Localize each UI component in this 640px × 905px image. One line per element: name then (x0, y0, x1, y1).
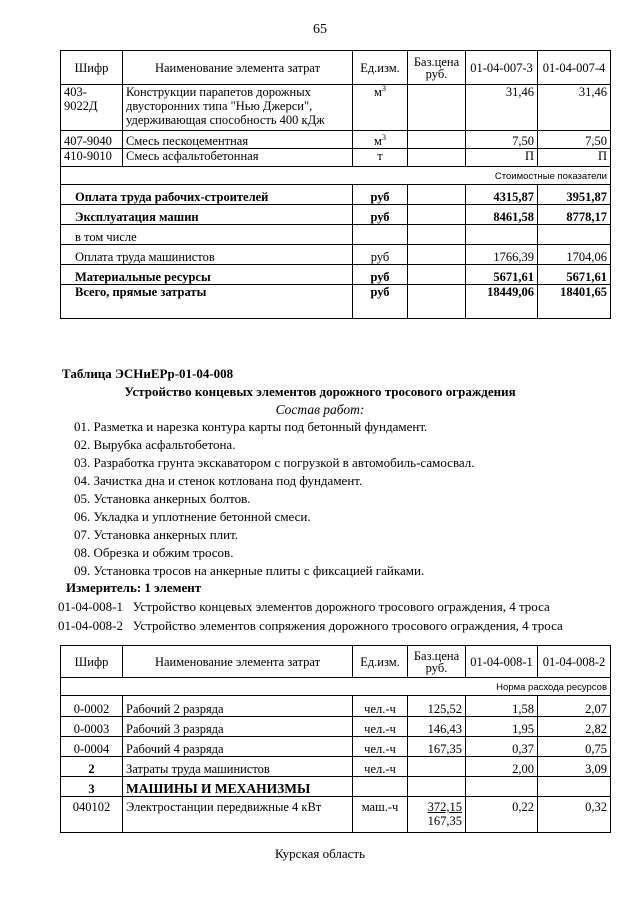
table-row (61, 85, 611, 131)
row-code: 040102 (61, 797, 123, 833)
section-title: Таблица ЭСНиЕРр-01-04-008 (62, 366, 234, 381)
row-price (408, 777, 466, 797)
row-code: 2 (61, 757, 123, 777)
table-header-row (61, 51, 611, 85)
summary-row (61, 225, 611, 245)
summary-row (61, 205, 611, 225)
row-price (408, 131, 466, 149)
header-price: Баз.цена руб. (408, 51, 466, 85)
price-top: 372,15 (427, 800, 462, 814)
row-unit: $м^3$ (353, 131, 408, 149)
row-unit: чел.-ч (353, 737, 408, 757)
summary-value-2: 3951,87 (538, 185, 611, 205)
row-code: 3 (61, 777, 123, 797)
row-value-1: 1,58 (466, 696, 538, 717)
summary-row (61, 265, 611, 285)
row-name: Смесь асфальтобетонная (123, 149, 353, 167)
row-value-1: 0,37 (466, 737, 538, 757)
resource-table-008 (60, 645, 611, 833)
header-col2: 01-04-008-2 (538, 646, 611, 678)
summary-value-2: 18401,65 (538, 285, 611, 319)
header-price: Баз.цена руб. (408, 646, 466, 678)
cost-indicators-row (61, 167, 611, 185)
table-row (61, 797, 611, 833)
header-code: Шифр (61, 646, 123, 678)
table-row (61, 737, 611, 757)
header-col1: 01-04-008-1 (466, 646, 538, 678)
row-value-2: 3,09 (538, 757, 611, 777)
page-number: 65 (313, 22, 327, 37)
row-name: Затраты труда машинистов (123, 757, 353, 777)
header-col1: 01-04-007-3 (466, 51, 538, 85)
summary-value-1: 18449,06 (466, 285, 538, 319)
work-step: 03. Разработка грунта экскаватором с погрузкой в автомобиль-самосвал. (74, 455, 475, 470)
row-value-2: 2,07 (538, 696, 611, 717)
work-step: 04. Зачистка дна и стенок котлована под фундамент. (74, 473, 363, 488)
row-code: 0-0004 (61, 737, 123, 757)
summary-price (408, 225, 466, 245)
row-price: 146,43 (408, 717, 466, 737)
table-row (61, 757, 611, 777)
measure-unit: Измеритель: 1 элемент (66, 580, 202, 595)
row-name: Рабочий 4 разряда (123, 737, 353, 757)
norm-label: Норма расхода ресурсов (61, 678, 611, 696)
resource-table-007 (60, 50, 611, 319)
summary-name: Материальные ресурсы (61, 265, 353, 285)
row-value-1: 2,00 (466, 757, 538, 777)
row-price: 125,52 (408, 696, 466, 717)
row-value-1: 1,95 (466, 717, 538, 737)
row-price: 167,35 (408, 737, 466, 757)
row-value-1: 7,50 (466, 131, 538, 149)
row-price (408, 149, 466, 167)
code-text: Устройство элементов сопряжения дорожного тросового ограждения, 4 троса (132, 618, 563, 633)
work-step: 09. Установка тросов на анкерные плиты с фиксацией гайками. (74, 563, 425, 578)
summary-price (408, 185, 466, 205)
row-unit: т (353, 149, 408, 167)
summary-value-1: 8461,58 (466, 205, 538, 225)
summary-value-2: 8778,17 (538, 205, 611, 225)
row-price (408, 757, 466, 777)
row-code: 407-9040 (61, 131, 123, 149)
summary-row (61, 285, 611, 319)
row-code: 0-0003 (61, 717, 123, 737)
summary-unit: руб (353, 245, 408, 265)
table-row (61, 777, 611, 797)
cost-indicators-label: Стоимостные показатели (61, 167, 611, 185)
price-bottom: 167,35 (427, 814, 462, 828)
summary-name: Эксплуатация машин (61, 205, 353, 225)
row-name: МАШИНЫ И МЕХАНИЗМЫ (123, 777, 353, 797)
summary-unit (353, 225, 408, 245)
row-value-2 (538, 777, 611, 797)
header-col2: 01-04-007-4 (538, 51, 611, 85)
code-text: Устройство концевых элементов дорожного тросового ограждения, 4 троса (132, 599, 550, 614)
summary-name: в том числе (61, 225, 353, 245)
summary-value-2: 5671,61 (538, 265, 611, 285)
row-name: Рабочий 2 разряда (123, 696, 353, 717)
row-unit: маш.-ч (353, 797, 408, 833)
row-value-1: 0,22 (466, 797, 538, 833)
row-unit: $м^3$ (353, 85, 408, 131)
table-row (61, 149, 611, 167)
summary-value-1: 5671,61 (466, 265, 538, 285)
summary-name: Оплата труда машинистов (61, 245, 353, 265)
table-header-row (61, 646, 611, 678)
summary-value-1: 4315,87 (466, 185, 538, 205)
summary-unit: руб (353, 285, 408, 319)
row-code: 403-9022Д (61, 85, 123, 131)
work-step: 02. Вырубка асфальтобетона. (74, 437, 236, 452)
work-step: 05. Установка анкерных болтов. (74, 491, 251, 506)
row-unit (353, 777, 408, 797)
section-subtitle: Устройство концевых элементов дорожного тросового ограждения (124, 384, 516, 399)
summary-price (408, 285, 466, 319)
row-value-2: П (538, 149, 611, 167)
code-id: 01-04-008-2 (58, 618, 123, 633)
row-code: 410-9010 (61, 149, 123, 167)
summary-name: Оплата труда рабочих-строителей (61, 185, 353, 205)
summary-value-2 (538, 225, 611, 245)
row-unit: чел.-ч (353, 757, 408, 777)
row-value-1 (466, 777, 538, 797)
row-name: Рабочий 3 разряда (123, 717, 353, 737)
row-value-2: 31,46 (538, 85, 611, 131)
row-value-2: 0,75 (538, 737, 611, 757)
row-value-1: 31,46 (466, 85, 538, 131)
row-price (408, 797, 466, 833)
summary-unit: руб (353, 205, 408, 225)
summary-value-2: 1704,06 (538, 245, 611, 265)
header-name: Наименование элемента затрат (123, 646, 353, 678)
work-step: 06. Укладка и уплотнение бетонной смеси. (74, 509, 311, 524)
summary-unit: руб (353, 265, 408, 285)
work-step: 08. Обрезка и обжим тросов. (74, 545, 234, 560)
row-unit: чел.-ч (353, 696, 408, 717)
row-value-2: 0,32 (538, 797, 611, 833)
row-code: 0-0002 (61, 696, 123, 717)
table-row (61, 717, 611, 737)
summary-name: Всего, прямые затраты (61, 285, 353, 319)
norm-row (61, 678, 611, 696)
summary-price (408, 265, 466, 285)
summary-unit: руб (353, 185, 408, 205)
header-code: Шифр (61, 51, 123, 85)
table-row (61, 696, 611, 717)
header-unit: Ед.изм. (353, 646, 408, 678)
header-name: Наименование элемента затрат (123, 51, 353, 85)
row-value-2: 2,82 (538, 717, 611, 737)
row-value-2: 7,50 (538, 131, 611, 149)
row-name: Конструкции парапетов дорожных двусторонних типа "Нью Джерси", удерживающая способность 400 кДж (123, 85, 353, 131)
work-step: 01. Разметка и нарезка контура карты под бетонный фундамент. (74, 419, 428, 434)
summary-value-1 (466, 225, 538, 245)
row-name: Смесь пескоцементная (123, 131, 353, 149)
row-value-1: П (466, 149, 538, 167)
summary-row (61, 185, 611, 205)
summary-row (61, 245, 611, 265)
header-unit: Ед.изм. (353, 51, 408, 85)
code-description (58, 618, 563, 634)
row-price (408, 85, 466, 131)
summary-value-1: 1766,39 (466, 245, 538, 265)
table-row (61, 131, 611, 149)
row-unit: чел.-ч (353, 717, 408, 737)
code-id: 01-04-008-1 (58, 599, 123, 614)
row-name: Электростанции передвижные 4 кВт (123, 797, 353, 833)
work-step: 07. Установка анкерных плит. (74, 527, 239, 542)
code-description (58, 599, 550, 615)
summary-price (408, 205, 466, 225)
summary-price (408, 245, 466, 265)
composition-heading: Состав работ: (275, 402, 365, 417)
footer-region: Курская область (274, 846, 365, 861)
